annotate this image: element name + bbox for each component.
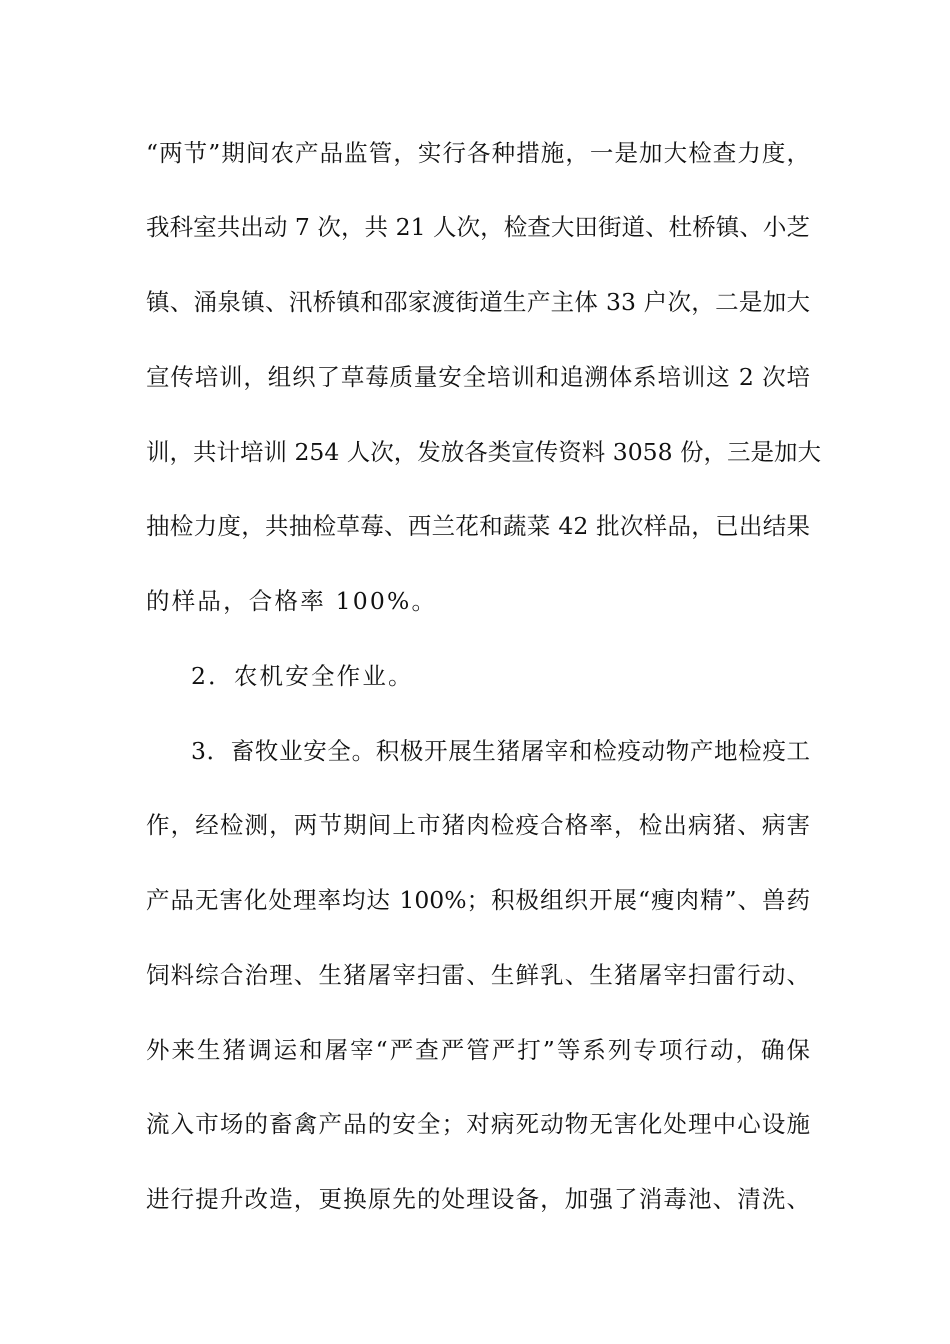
paragraph-line: 宣传培训，组织了草莓质量安全培训和追溯体系培训这 2 次培 (146, 363, 810, 391)
paragraph-line: “两节”期间农产品监管，实行各种措施，一是加大检查力度， (146, 139, 810, 167)
paragraph-line: 外来生猪调运和屠宰“严查严管严打”等系列专项行动，确保 (146, 1036, 810, 1064)
paragraph-line: 抽检力度，共抽检草莓、西兰花和蔬菜 42 批次样品，已出结果 (146, 512, 810, 540)
paragraph-line: 流入市场的畜禽产品的安全；对病死动物无害化处理中心设施 (146, 1110, 810, 1138)
paragraph-line: 训，共计培训 254 人次，发放各类宣传资料 3058 份，三是加大 (146, 438, 822, 466)
paragraph-line: 我科室共出动 7 次，共 21 人次，检查大田街道、杜桥镇、小芝 (146, 213, 810, 241)
paragraph-line: 3．畜牧业安全。积极开展生猪屠宰和检疫动物产地检疫工 (191, 737, 810, 765)
section-heading: 2．农机安全作业。 (191, 662, 414, 690)
paragraph-line: 产品无害化处理率均达 100%；积极组织开展“瘦肉精”、兽药 (146, 886, 810, 914)
paragraph-line: 进行提升改造，更换原先的处理设备，加强了消毒池、清洗、 (146, 1185, 810, 1213)
paragraph-line: 饲料综合治理、生猪屠宰扫雷、生鲜乳、生猪屠宰扫雷行动、 (146, 961, 810, 989)
paragraph-line: 作，经检测，两节期间上市猪肉检疫合格率，检出病猪、病害 (146, 811, 810, 839)
paragraph-line: 的样品，合格率 100%。 (146, 587, 438, 615)
paragraph-line: 镇、涌泉镇、汛桥镇和邵家渡街道生产主体 33 户次，二是加大 (146, 288, 810, 316)
